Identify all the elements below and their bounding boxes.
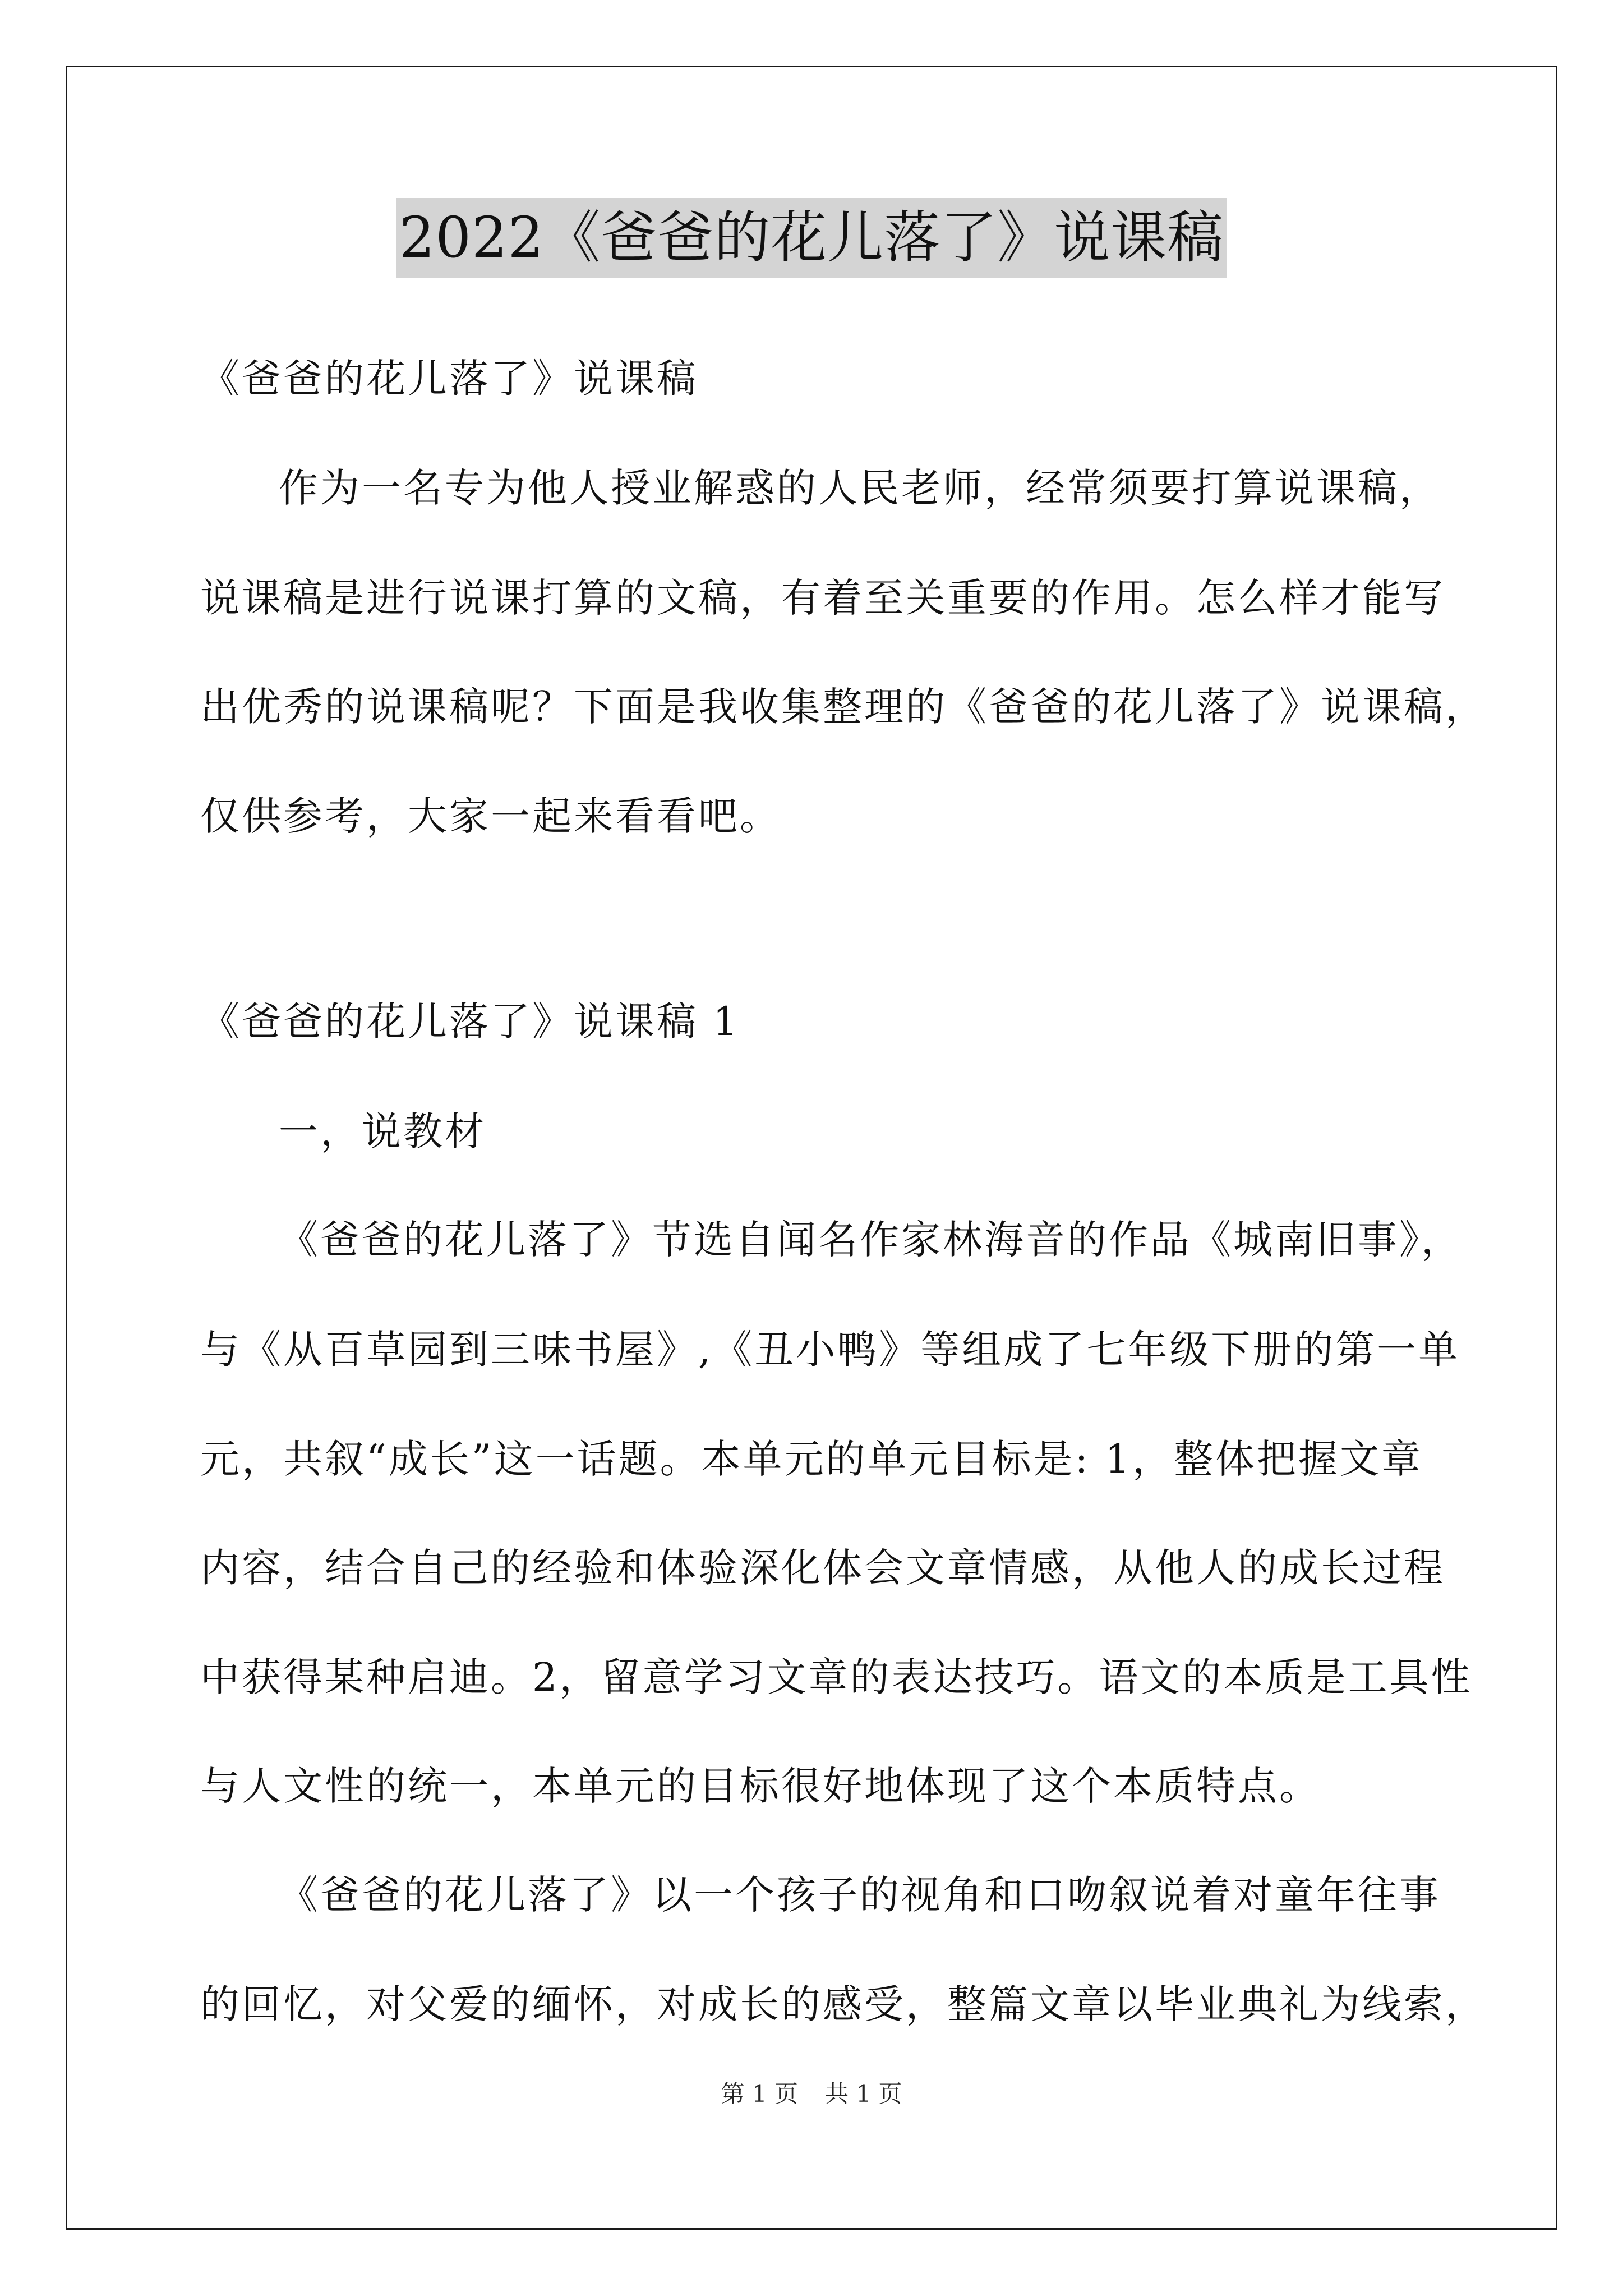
paragraph-1-line-3: 元，共叙“成长”这一话题。本单元的单元目标是: 1，整体把握文章 <box>200 1436 1423 1482</box>
intro-line-1: 作为一名专为他人授业解惑的人民老师，经常须要打算说课稿， <box>279 465 1441 511</box>
intro-line-4: 仅供参考，大家一起来看看吧。 <box>200 793 781 839</box>
page-number-current: 第 1 页 <box>721 2080 798 2108</box>
section-title: 《爸爸的花儿落了》说课稿 1 <box>200 999 740 1045</box>
paragraph-1-line-4: 内容，结合自己的经验和体验深化体会文章情感，从他人的成长过程 <box>200 1545 1445 1591</box>
paragraph-1-line-1: 《爸爸的花儿落了》节选自闻名作家林海音的作品《城南旧事》， <box>279 1217 1463 1263</box>
intro-line-2: 说课稿是进行说课打算的文稿，有着至关重要的作用。怎么样才能写 <box>200 575 1445 621</box>
paragraph-2-line-1: 《爸爸的花儿落了》以一个孩子的视角和口吻叙说着对童年往事 <box>279 1872 1441 1918</box>
paragraph-1-line-6: 与人文性的统一，本单元的目标很好地体现了这个本质特点。 <box>200 1763 1321 1809</box>
paragraph-2-line-2: 的回忆，对父爱的缅怀，对成长的感受，整篇文章以毕业典礼为线索， <box>200 1981 1487 2027</box>
page-number-total: 共 1 页 <box>825 2080 902 2108</box>
paragraph-1-line-5: 中获得某种启迪。2，留意学习文章的表达技巧。语文的本质是工具性 <box>200 1654 1473 1700</box>
page-footer <box>0 2077 1623 2111</box>
document-subtitle: 《爸爸的花儿落了》说课稿 <box>200 356 698 402</box>
heading-teaching-material: 一，说教材 <box>279 1108 486 1154</box>
title-container <box>0 198 1623 278</box>
paragraph-1-line-2: 与《从百草园到三味书屋》,《丑小鸭》等组成了七年级下册的第一单 <box>200 1327 1460 1373</box>
intro-line-3: 出优秀的说课稿呢？下面是我收集整理的《爸爸的花儿落了》说课稿， <box>200 684 1487 730</box>
document-title: 2022《爸爸的花儿落了》说课稿 <box>396 198 1228 278</box>
